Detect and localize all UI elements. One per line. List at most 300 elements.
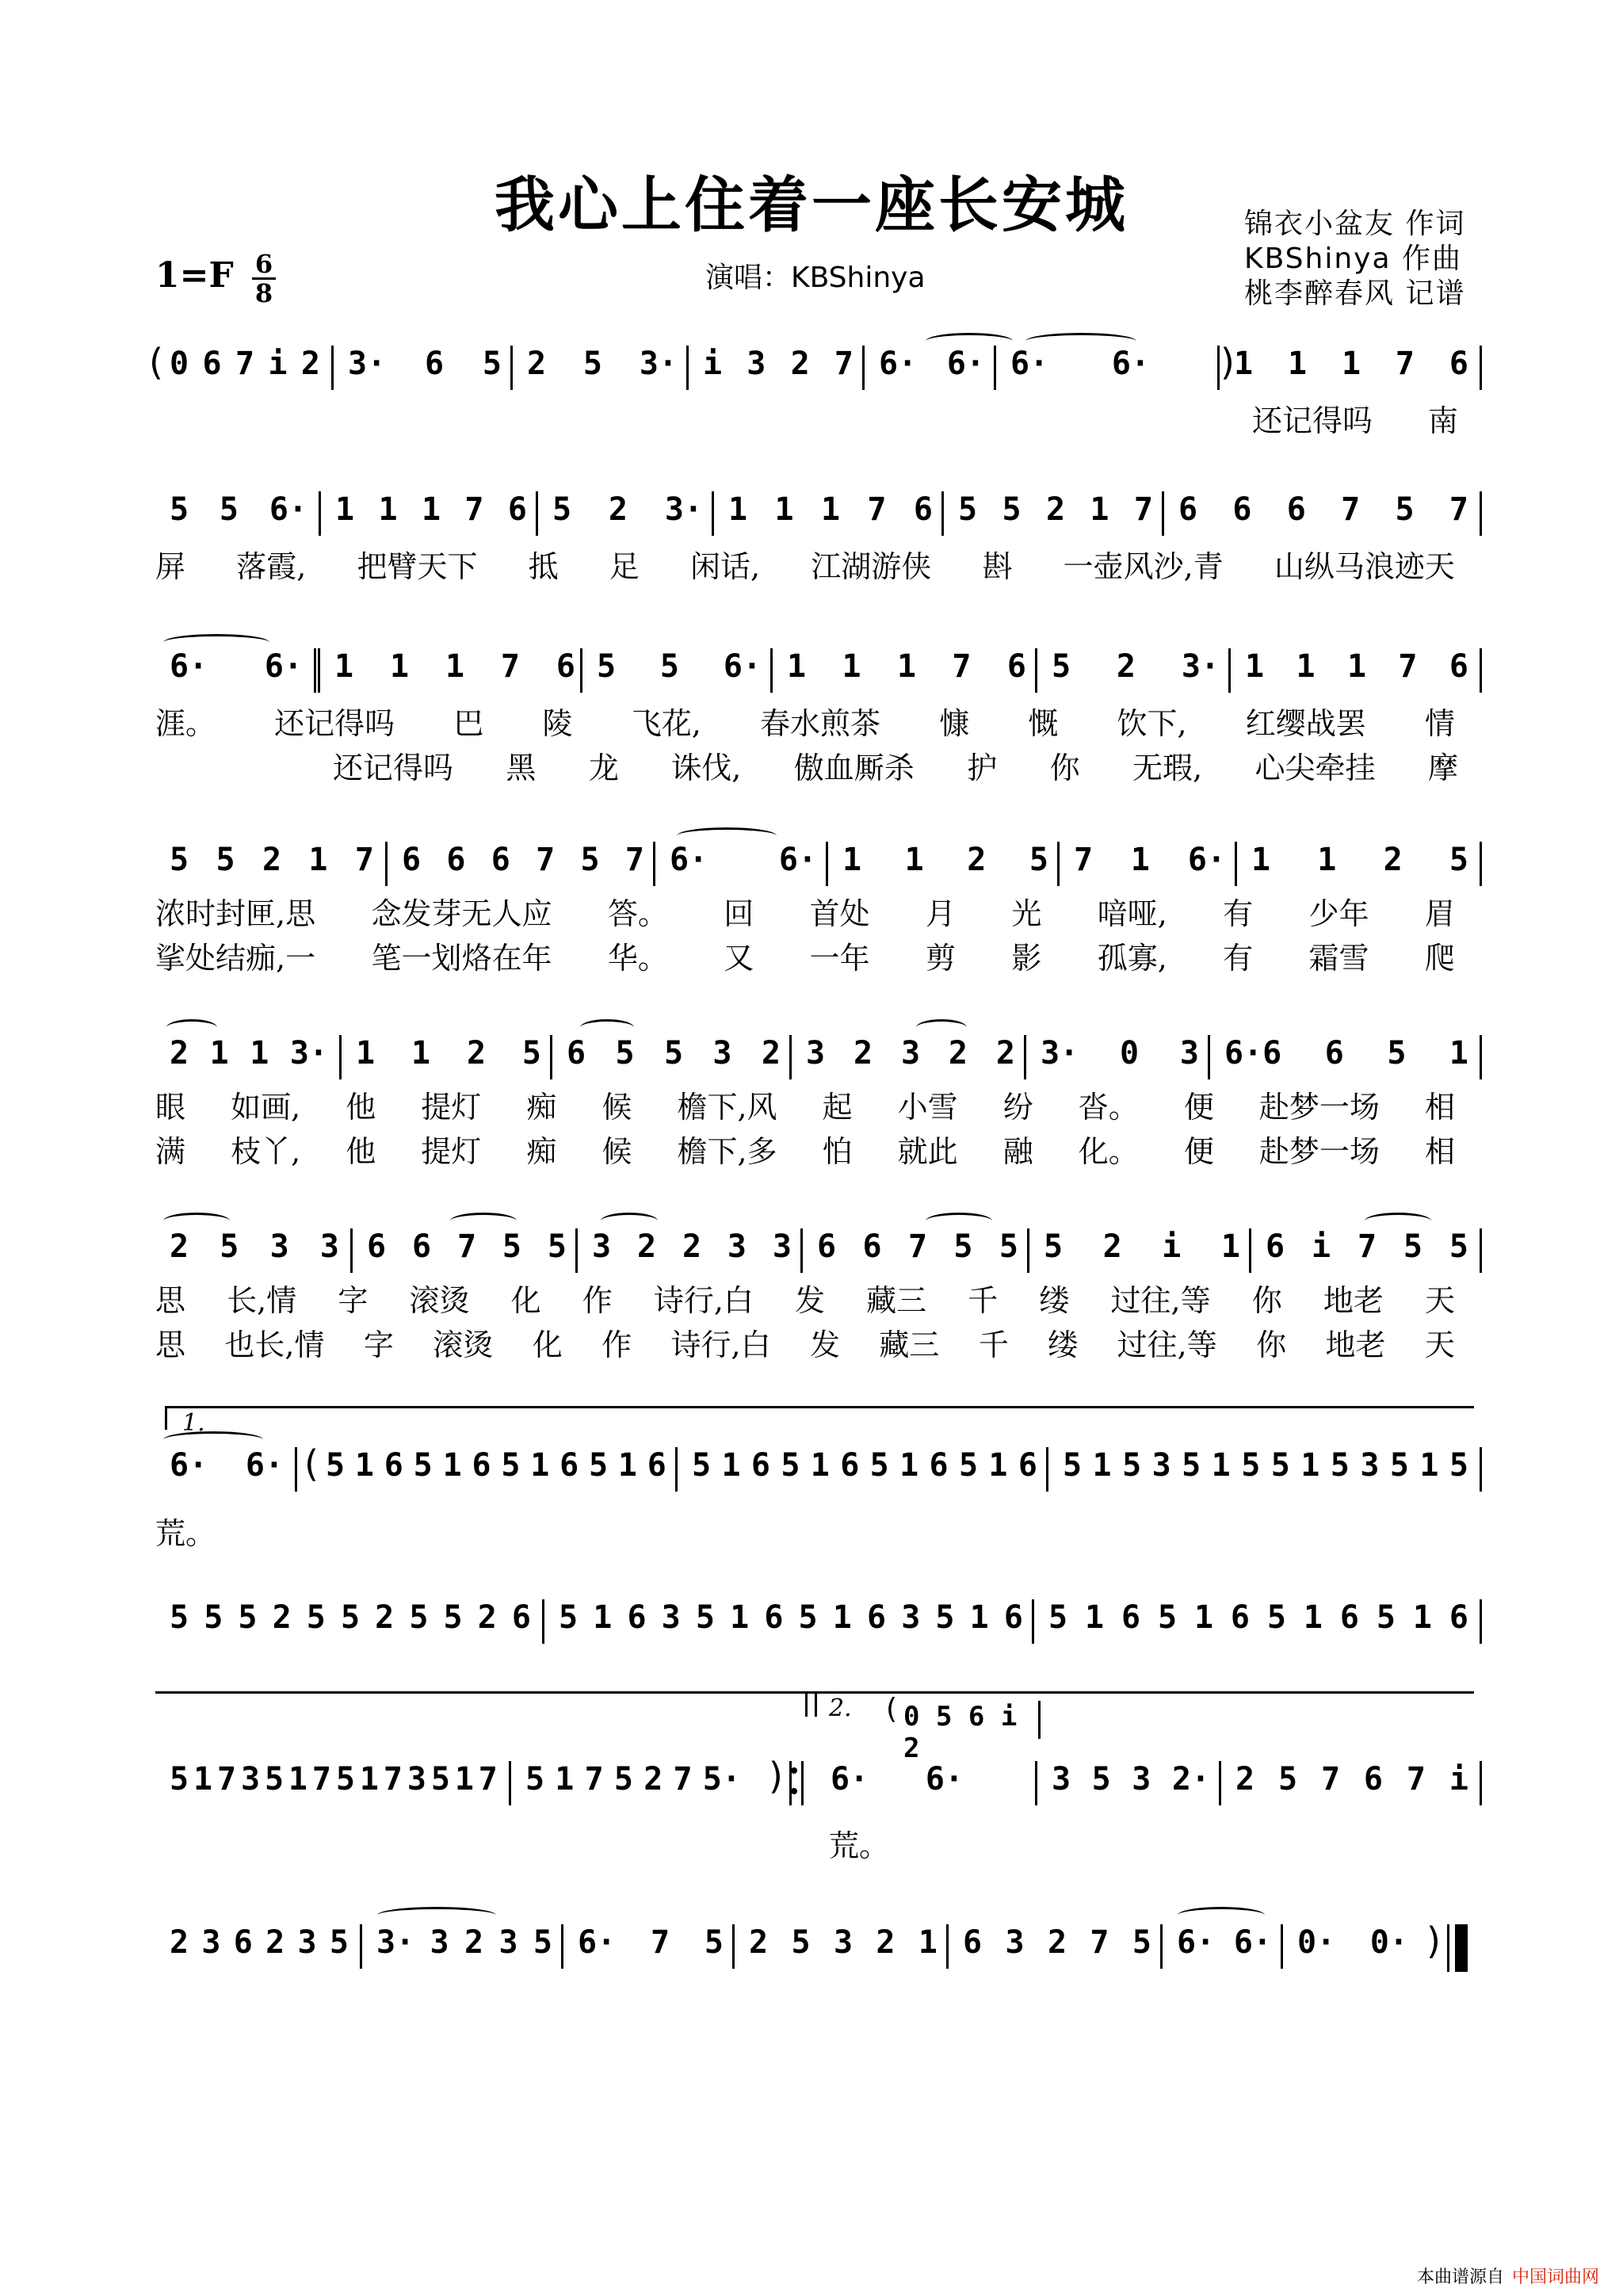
note: 5 xyxy=(999,1228,1018,1265)
note: 2 xyxy=(170,1228,189,1265)
note: 1 xyxy=(334,648,354,685)
note: 5 xyxy=(1063,1447,1083,1484)
measure xyxy=(799,1761,1035,1805)
lyric-line xyxy=(155,935,1455,975)
note: 5 xyxy=(1403,1228,1423,1265)
note: 0 xyxy=(170,346,189,382)
note: 7 xyxy=(952,648,972,685)
note: 1 xyxy=(918,1924,938,1961)
note: 6· xyxy=(269,491,307,528)
note: 5 xyxy=(869,1447,889,1484)
note: 5 xyxy=(1389,1447,1409,1484)
measure xyxy=(686,346,865,390)
note: 1 xyxy=(1300,1447,1320,1484)
note: 7 xyxy=(1395,346,1415,382)
note: 2 xyxy=(1045,491,1066,528)
note: 6 xyxy=(1449,1599,1468,1636)
note: 1 xyxy=(555,1761,575,1797)
note: 2 xyxy=(464,1924,484,1961)
note: 5 xyxy=(659,648,679,685)
note: 3· xyxy=(289,1035,328,1072)
note: 6 xyxy=(1178,491,1198,528)
slur xyxy=(601,1213,658,1229)
slur xyxy=(926,1213,992,1229)
note: 5 xyxy=(1044,1228,1064,1265)
slur xyxy=(166,1019,217,1036)
note: 1 xyxy=(1084,1599,1105,1636)
measure xyxy=(826,842,1060,886)
measure xyxy=(561,1924,735,1969)
measure xyxy=(862,346,996,390)
singer-credit: 演唱：KBShinya xyxy=(705,262,926,294)
volta-1-label: 1. xyxy=(182,1409,205,1437)
lyric-line xyxy=(155,891,1455,930)
note: 7 xyxy=(456,1228,477,1265)
measure xyxy=(155,1447,295,1492)
lyric-line xyxy=(155,701,1455,740)
lyric-word: 华。 xyxy=(607,940,668,976)
measure xyxy=(575,1228,803,1273)
note: 1 xyxy=(1211,1447,1231,1484)
lyric-word: 护 xyxy=(967,750,998,785)
measure xyxy=(1027,1228,1251,1273)
lyric-word: 痴 xyxy=(526,1133,557,1169)
note: 3 xyxy=(297,1924,317,1961)
lyric-line xyxy=(333,745,1458,785)
slur xyxy=(377,1907,496,1924)
lyric-word: 长,情 xyxy=(227,1282,297,1318)
lyric-word: 思 xyxy=(155,1327,186,1362)
note: 7 xyxy=(1357,1228,1377,1265)
note: 5 xyxy=(1002,491,1022,528)
lyric-word: 挲处结痂,一 xyxy=(155,940,316,976)
note: 6 xyxy=(233,1924,253,1961)
slur xyxy=(926,333,1013,350)
note: 1 xyxy=(1296,648,1316,685)
note: 1 xyxy=(193,1761,213,1797)
lyric-line xyxy=(829,1823,924,1862)
lyric-word: 字 xyxy=(338,1282,369,1318)
note: 1 xyxy=(721,1447,741,1484)
note: 1 xyxy=(209,1035,229,1072)
measure xyxy=(800,1228,1029,1273)
lyric-word: 慨 xyxy=(1028,705,1059,741)
note: 5 xyxy=(613,1761,633,1797)
note: 1 xyxy=(1092,1447,1112,1484)
note: 5 xyxy=(1029,842,1048,878)
note: 3 xyxy=(1179,1035,1199,1072)
close-paren: ) xyxy=(1220,341,1235,384)
note: 5 xyxy=(692,1447,712,1484)
measure xyxy=(339,1035,552,1079)
note: 3 xyxy=(201,1924,221,1961)
note: 1 xyxy=(530,1447,550,1484)
measure xyxy=(510,346,689,390)
measure xyxy=(580,648,773,693)
note: 3· xyxy=(348,346,387,382)
note: 3 xyxy=(747,346,766,382)
note: 1 xyxy=(1419,1447,1439,1484)
lyric-word: 赴梦一场 xyxy=(1258,1133,1380,1169)
measure xyxy=(542,1599,1034,1644)
lyric-word: 有 xyxy=(1223,896,1254,931)
note: 3 xyxy=(1360,1447,1380,1484)
note: 5 xyxy=(798,1599,818,1636)
lyric-word: 发 xyxy=(810,1327,841,1362)
note: 1 xyxy=(356,1035,376,1072)
lyric-word: 荒。 xyxy=(829,1828,890,1863)
note: 5 xyxy=(443,1599,463,1636)
lyric-word: 沓。 xyxy=(1078,1089,1139,1125)
note: 1 xyxy=(454,1761,474,1797)
lyric-word: 还记得吗 xyxy=(333,750,454,785)
lyric-word: 一壶风沙,青 xyxy=(1063,548,1224,584)
note: 5 xyxy=(533,1924,552,1961)
note: 2 xyxy=(262,842,282,878)
note: 3 xyxy=(661,1599,681,1636)
note: 6 xyxy=(1230,1599,1251,1636)
lyric-word: 无瑕, xyxy=(1132,750,1203,785)
lyric-word: 诗行,白 xyxy=(653,1282,754,1318)
note: 6· xyxy=(1233,1924,1272,1961)
note: 1 xyxy=(1234,346,1254,382)
watermark xyxy=(1417,2264,1599,2288)
lyric-word: 他 xyxy=(346,1133,376,1169)
note: 6 xyxy=(384,1447,403,1484)
lyric-word: 慷 xyxy=(939,705,970,741)
note: 5 xyxy=(1449,1228,1468,1265)
lyric-word: 候 xyxy=(601,1089,632,1125)
lyric-word: 小雪 xyxy=(897,1089,958,1125)
note: 3 xyxy=(900,1035,921,1072)
close-paren: ) xyxy=(1426,1920,1441,1962)
note: 6· xyxy=(831,1761,869,1797)
lyric-line xyxy=(155,1129,1455,1168)
lyric-word: 融 xyxy=(1002,1133,1033,1169)
lyric-word: 山纵马浪迹天 xyxy=(1274,548,1455,584)
lyric-word: 落霞, xyxy=(236,548,307,584)
lyric-word: 你 xyxy=(1256,1327,1287,1362)
note: 6 xyxy=(1449,346,1468,382)
note: 5 xyxy=(482,346,502,382)
note: 3 xyxy=(1132,1761,1151,1797)
note: 6· xyxy=(723,648,762,685)
lyric-word: 缕 xyxy=(1039,1282,1070,1318)
note: 6· xyxy=(264,648,303,685)
lyric-word: 作 xyxy=(582,1282,613,1318)
measure xyxy=(155,1228,350,1273)
note: 5 xyxy=(220,1228,239,1265)
note: 5 xyxy=(552,491,572,528)
note: 1 xyxy=(1130,842,1150,878)
note: 1 xyxy=(1193,1599,1214,1636)
lyric-word: 爬 xyxy=(1424,940,1455,976)
note: 3· xyxy=(376,1924,415,1961)
lyric-word: 红缨战罢 xyxy=(1245,705,1366,741)
note: 3 xyxy=(498,1924,518,1961)
note: 5 xyxy=(306,1599,326,1636)
note: 5 xyxy=(329,1924,349,1961)
measure xyxy=(1057,842,1237,886)
lyric-word: 龙 xyxy=(588,750,619,785)
pickup-measure: 0 5 6 i 2 xyxy=(903,1701,1041,1739)
note: 6· xyxy=(925,1761,964,1797)
note: 6 xyxy=(424,346,445,382)
lyric-word: 足 xyxy=(609,548,640,584)
note: 0· xyxy=(1369,1924,1408,1961)
lyric-word: 浓时封匣,思 xyxy=(155,896,316,931)
lyric-word: 回 xyxy=(724,896,754,931)
note: 3 xyxy=(592,1228,612,1265)
repeat-dot xyxy=(791,1767,797,1774)
lyric-word: 飞花, xyxy=(631,705,701,741)
measure xyxy=(509,1761,804,1805)
measure xyxy=(1228,648,1482,693)
lyric-word: 影 xyxy=(1011,940,1042,976)
note: 2 xyxy=(995,1035,1015,1072)
note: 5 xyxy=(1182,1447,1201,1484)
note: 5 xyxy=(663,1035,684,1072)
note: 3 xyxy=(430,1924,449,1961)
note: 6 xyxy=(511,1599,531,1636)
note: 5 xyxy=(695,1599,715,1636)
measure xyxy=(1032,1599,1482,1644)
repeat-dot xyxy=(791,1788,797,1794)
note: 1 xyxy=(904,842,924,878)
note: 6 xyxy=(507,491,527,528)
lyric-line xyxy=(155,1511,250,1550)
note: 3· xyxy=(664,491,703,528)
note: 6 xyxy=(1018,1447,1037,1484)
lyric-word: 檐下,多 xyxy=(677,1133,777,1169)
lyric-word: 笔一划烙在年 xyxy=(371,940,552,976)
time-sig-bottom: 8 xyxy=(254,278,273,308)
lyric-word: 眉 xyxy=(1424,896,1455,931)
volta-bracket xyxy=(165,1406,1474,1408)
note: 2· xyxy=(1171,1761,1210,1797)
transcriber-credit: 桃李醉春风 记谱 xyxy=(1244,277,1466,310)
lyric-line xyxy=(155,1322,1455,1362)
note: 5 xyxy=(1449,842,1468,878)
note: 6 xyxy=(1324,1035,1344,1072)
note: 3· xyxy=(639,346,678,382)
volta-bracket-end xyxy=(805,1691,808,1717)
measure xyxy=(1162,491,1482,536)
note: 5 xyxy=(1122,1447,1142,1484)
lyric-word: 发 xyxy=(795,1282,826,1318)
note: 6 xyxy=(627,1599,647,1636)
note: 2 xyxy=(636,1228,657,1265)
note: 5 xyxy=(204,1599,223,1636)
score-row-8 xyxy=(155,1599,1477,1644)
score-row-5 xyxy=(155,1035,1477,1079)
measure xyxy=(1035,648,1231,693)
lyric-word: 抵 xyxy=(528,548,559,584)
note: 3 xyxy=(407,1761,426,1797)
note: 7 xyxy=(1406,1761,1426,1797)
measure xyxy=(385,842,655,886)
time-signature xyxy=(252,250,276,307)
lyric-word: 满 xyxy=(155,1133,186,1169)
note: 2 xyxy=(643,1761,663,1797)
lyric-word: 喑哑, xyxy=(1097,896,1167,931)
note: 6 xyxy=(567,1035,586,1072)
note: 2 xyxy=(761,1035,781,1072)
lyric-word: 江湖游侠 xyxy=(811,548,932,584)
note: 7 xyxy=(464,491,484,528)
note: 6 xyxy=(1339,1599,1359,1636)
slur xyxy=(916,1019,967,1036)
volta-bracket-end xyxy=(165,1406,167,1430)
lyric-word: 过往,等 xyxy=(1117,1327,1217,1362)
note: 5 xyxy=(547,1228,567,1265)
note: 5 xyxy=(170,1599,189,1636)
lyric-word: 檐下,风 xyxy=(677,1089,777,1125)
note: 5 xyxy=(1330,1447,1350,1484)
lyric-word: 化。 xyxy=(1078,1133,1139,1169)
measure xyxy=(653,842,828,886)
note: 7 xyxy=(867,491,887,528)
note: 6 xyxy=(862,1228,882,1265)
note: 1 xyxy=(969,1599,989,1636)
lyric-word: 孤寡, xyxy=(1097,940,1167,976)
lyric-line xyxy=(155,1278,1455,1317)
final-barline-thick xyxy=(1455,1924,1468,1972)
lyric-word: 陵 xyxy=(542,705,573,741)
lyric-word: 相 xyxy=(1424,1133,1455,1169)
note: 6· xyxy=(670,842,708,878)
note: 6 xyxy=(1266,1228,1285,1265)
note: 1 xyxy=(787,648,807,685)
note: 2 xyxy=(608,491,628,528)
final-barline-thin xyxy=(1447,1924,1449,1972)
note: 6 xyxy=(1003,1599,1023,1636)
lyric-word: 傲血厮杀 xyxy=(793,750,915,785)
note: 5 xyxy=(958,491,978,528)
measure xyxy=(675,1447,1048,1492)
slur xyxy=(677,827,777,844)
note: 6· xyxy=(778,842,817,878)
note: 7 xyxy=(673,1761,693,1797)
lyric-word: 千 xyxy=(978,1327,1009,1362)
lyric-word: 荒。 xyxy=(155,1515,216,1551)
lyric-word: 剪 xyxy=(925,940,956,976)
note: 5 xyxy=(238,1599,258,1636)
slur xyxy=(580,1019,634,1036)
note: 2 xyxy=(1383,842,1403,878)
note: 6 xyxy=(491,842,510,878)
lyric-word: 巴 xyxy=(453,705,484,741)
slur xyxy=(1365,1213,1431,1229)
lyric-line xyxy=(1252,398,1458,437)
note: 2 xyxy=(876,1924,896,1961)
note: 5 xyxy=(580,842,600,878)
note: 1 xyxy=(389,648,410,685)
lyric-word: 答。 xyxy=(607,896,668,931)
lyric-word: 提灯 xyxy=(421,1089,482,1125)
note: 6 xyxy=(840,1447,860,1484)
note: 7 xyxy=(1320,1761,1341,1797)
note: 7 xyxy=(1133,491,1153,528)
note: 1 xyxy=(421,491,441,528)
slur xyxy=(1178,1907,1265,1924)
note: 6· xyxy=(1187,842,1226,878)
note: 6· xyxy=(1111,346,1150,382)
measure xyxy=(1160,1924,1283,1969)
lyric-word: 有 xyxy=(1223,940,1254,976)
note: 5 xyxy=(935,1599,955,1636)
lyric-word: 天 xyxy=(1424,1327,1455,1362)
note: 5 xyxy=(559,1599,579,1636)
measure xyxy=(712,491,944,536)
note: 6 xyxy=(367,1228,387,1265)
slur xyxy=(450,1213,517,1229)
lyric-word: 作 xyxy=(601,1327,632,1362)
note: 3 xyxy=(1052,1761,1071,1797)
measure xyxy=(319,491,538,536)
note: 6 xyxy=(472,1447,491,1484)
score-row-1 xyxy=(155,346,1477,390)
note: 5 xyxy=(1052,648,1071,685)
note: 5 xyxy=(781,1447,800,1484)
note: 1 xyxy=(1412,1599,1432,1636)
key-signature: 1=F xyxy=(155,255,234,296)
note: i xyxy=(1311,1228,1331,1265)
note: 5 xyxy=(170,842,189,878)
lyric-word: 化 xyxy=(532,1327,563,1362)
lyric-word: 过往,等 xyxy=(1110,1282,1211,1318)
measure xyxy=(1281,1924,1419,1969)
measure xyxy=(1046,1447,1482,1492)
note: 6 xyxy=(647,1447,666,1484)
note: 5 xyxy=(340,1599,361,1636)
note: 1 xyxy=(617,1447,637,1484)
lyric-word: 饮下, xyxy=(1117,705,1187,741)
lyric-word: 便 xyxy=(1183,1089,1214,1125)
note: 5 xyxy=(521,1035,541,1072)
note: 1 xyxy=(378,491,398,528)
note: 2 xyxy=(477,1599,497,1636)
score-row-7 xyxy=(155,1447,1477,1492)
note: 5 xyxy=(1132,1924,1151,1961)
lyric-word: 千 xyxy=(968,1282,999,1318)
measure xyxy=(1035,1761,1221,1805)
score-row-10 xyxy=(155,1924,1477,1969)
lyricist-credit: 锦衣小盆友 作词 xyxy=(1244,208,1466,240)
measure xyxy=(1024,1035,1210,1079)
note: 5 xyxy=(1266,1599,1286,1636)
note: 5 xyxy=(1277,1761,1298,1797)
note: 5 xyxy=(958,1447,979,1484)
note: 7 xyxy=(478,1761,498,1797)
note: 3· xyxy=(1181,648,1220,685)
lyric-word: 起 xyxy=(822,1089,853,1125)
note: 1 xyxy=(442,1447,462,1484)
note: 2 xyxy=(300,346,320,382)
measure xyxy=(550,1035,792,1079)
note: 7 xyxy=(536,842,556,878)
note: 5 xyxy=(1449,1447,1468,1484)
lyric-word: 闲话, xyxy=(690,548,761,584)
note: 6 xyxy=(963,1924,983,1961)
lyric-word: 诛伐, xyxy=(671,750,742,785)
note: 2 xyxy=(272,1599,292,1636)
note: 5 xyxy=(953,1228,973,1265)
note: 5 xyxy=(413,1447,433,1484)
lyric-line xyxy=(155,1084,1455,1124)
note: 7 xyxy=(834,346,854,382)
slur xyxy=(163,1213,230,1229)
